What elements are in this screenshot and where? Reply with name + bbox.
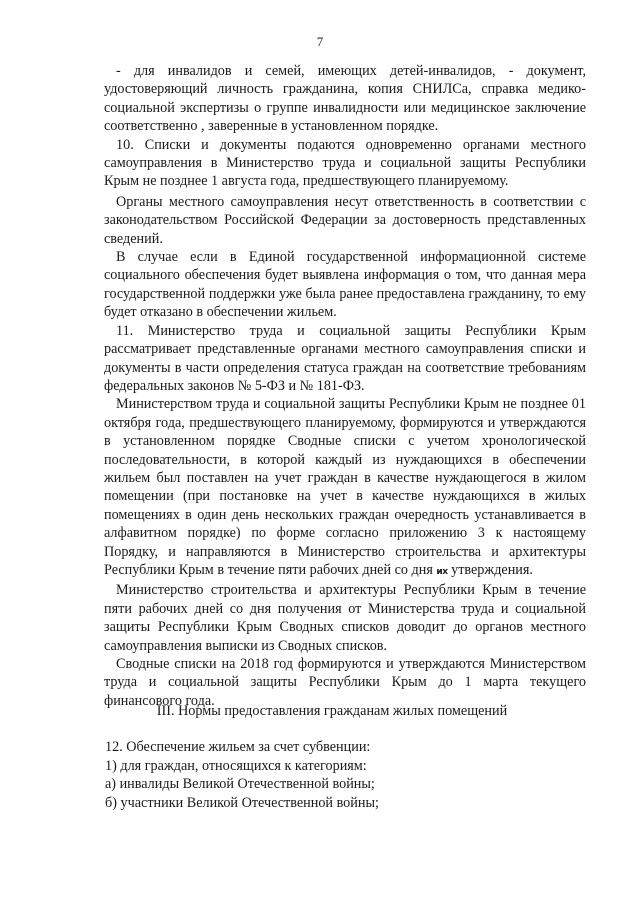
paragraph-responsibility: Органы местного самоуправления несут ответственность в соответствии с законодательством Российской Федерации за достоверность представленных сведений. [104,193,586,247]
list-item: 1) для граждан, относящихся к категориям: [105,757,367,774]
paragraph-10: 10. Списки и документы подаются одновременно органами местного самоуправления в Министерство труда и социальной защиты Республики Крым не позднее 1 августа года, предшествующего планируемому. [104,136,586,190]
handwritten-insert: их [436,566,448,577]
paragraph-summary-lists-text: Министерством труда и социальной защиты Республики Крым не позднее 01 октября года, предшествующего планируемому, формируются и утверждаются в установленном порядке Сводные списки с учетом хронологической последовательности, в которой каждый из нуждающихся в обеспечении жильем был поставлен на учет граждан в качестве нуждающегося в жилом помещении (при постановке на учет в качестве нуждающихся в жилых помещениях в один день нескольких граждан очередность устанавливается в алфавитном порядке) по форме согласно приложению 3 к настоящему Порядку, и направляются в Министерство строительства и архитектуры Республики Крым в течение пяти рабочих дней со дня [104,396,586,578]
list-item: 12. Обеспечение жильем за счет субвенции: [105,739,371,755]
paragraph-11: 11. Министерство труда и социальной защиты Республики Крым рассматривает представленные органами местного самоуправления списки и документы в части определения статуса граждан на соответствие требованиям федеральных законов № 5-ФЗ и № 181-ФЗ. [104,322,586,394]
section-title: III. Нормы предоставления гражданам жилых помещений [156,703,508,719]
norms-list [105,738,585,812]
paragraph-summary-lists-tail: утверждения. [451,561,533,578]
page-number: 7 [316,34,324,49]
document-body [104,62,586,710]
paragraph-refusal: В случае если в Единой государственной информационной системе социального обеспечения будет выявлена информация о том, что данная мера государственной поддержки уже была ранее предоставлена гражданину, то ему будет отказано в обеспечении жильем. [104,249,586,321]
paragraph-ministry-construction: Министерство строительства и архитектуры Республики Крым в течение пяти рабочих дней со дня получения от Министерства труда и социальной защиты Республики Крым Сводных списков доводит до органов местного самоуправления выписки из Сводных списков. [104,582,586,654]
list-item: а) инвалиды Великой Отечественной войны; [105,776,375,793]
paragraph-summary-lists [104,395,586,581]
list-item: б) участники Великой Отечественной войны; [105,794,379,811]
paragraph-2018-lists: Сводные списки на 2018 год формируются и утверждаются Министерством труда и социальной защиты Республики Крым до 1 марта текущего финансового года. [104,656,586,709]
paragraph-disabled-documents: - для инвалидов и семей, имеющих детей-инвалидов, - документ, удостоверяющий личность гражданина, копия СНИЛСа, справка медико-социальной экспертизы о группе инвалидности или медицинское заключение соответственно , заверенные в установленном порядке. [104,63,586,135]
